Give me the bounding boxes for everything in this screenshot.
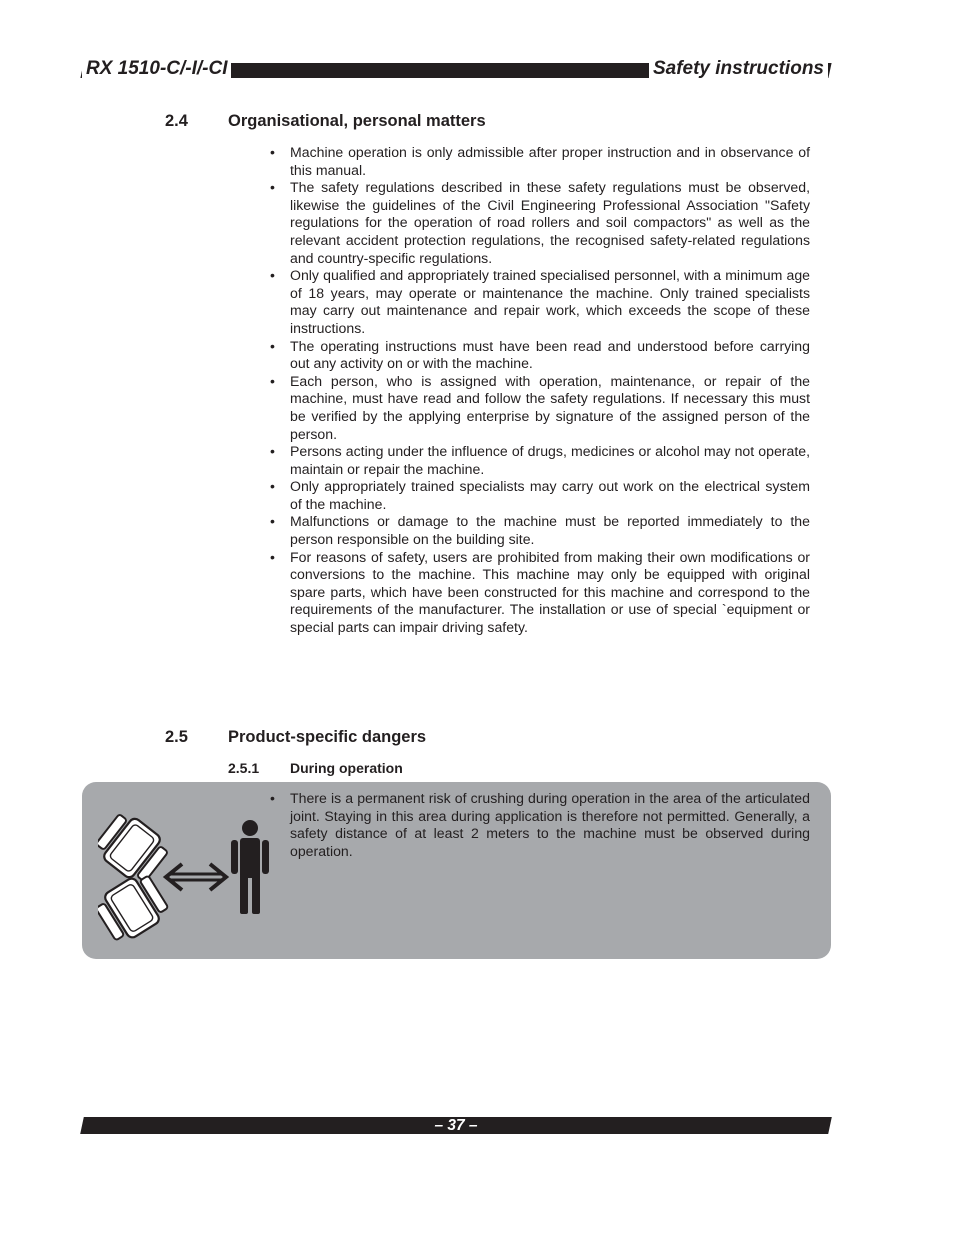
section-number: 2.5 xyxy=(165,728,188,746)
subsection-title: During operation xyxy=(290,760,403,776)
list-item: • Machine operation is only admissible after proper instruction and in observance of this manual. xyxy=(290,144,810,179)
section-title: Product-specific dangers xyxy=(228,728,427,746)
list-item: • Each person, who is assigned with operation, maintenance, or repair of the machine, must have read and follow the safety regulations. If necessary this must be verified by the applying enterprise by signature of the assigned person of the person. xyxy=(290,373,810,443)
operation-danger-bullet-list xyxy=(290,790,810,860)
list-item: • For reasons of safety, users are prohibited from making their own modifications or conversions to the machine. This machine may only be equipped with original spare parts, which have been constructed for this machine and correspond to the requirements of the manufacturer. The installation or use of special `equipment or special parts can impair driving safety. xyxy=(290,549,810,637)
header-model: RX 1510-C/-I/-CI xyxy=(82,58,231,80)
subsection-number: 2.5.1 xyxy=(228,760,260,776)
list-item: • Malfunctions or damage to the machine must be reported immediately to the person responsible on the building site. xyxy=(290,513,810,548)
list-item: • The operating instructions must have been read and understood before carrying out any activity on or with the machine. xyxy=(290,338,810,373)
articulated-joint-crush-distance-icon xyxy=(98,812,278,942)
section-title: Organisational, personal matters xyxy=(228,112,486,130)
list-item: • Only qualified and appropriately trained specialised personnel, with a minimum age of 18 years, may operate or maintenance the machine. Only trained specialists may carry out maintenance and repair work, which exceeds the scope of these instructions. xyxy=(290,267,810,337)
list-item: • Only appropriately trained specialists may carry out work on the electrical system of the machine. xyxy=(290,478,810,513)
section-heading-2-4 xyxy=(165,111,665,131)
list-item: • There is a permanent risk of crushing during operation in the area of the articulated joint. Staying in this area during application is therefore not permitted. Generally, a safety distance of at least 2 meters to the machine must be observed during operation. xyxy=(290,790,810,860)
organisational-bullet-list xyxy=(290,144,810,637)
section-number: 2.4 xyxy=(165,112,188,130)
subsection-heading-2-5-1 xyxy=(228,759,528,777)
list-item: • The safety regulations described in these safety regulations must be observed, likewise the guidelines of the Civil Engineering Professional Association "Safety regulations for the operation of road rollers and soil compactors" as well as the relevant accident protection regulations, the recognised safety-related regulations and country-specific regulations. xyxy=(290,179,810,267)
header-chapter: Safety instructions xyxy=(649,58,828,80)
section-heading-2-5 xyxy=(165,727,665,747)
page-number: – 37 – xyxy=(434,1117,478,1134)
list-item: • Persons acting under the influence of drugs, medicines or alcohol may not operate, maintain or repair the machine. xyxy=(290,443,810,478)
